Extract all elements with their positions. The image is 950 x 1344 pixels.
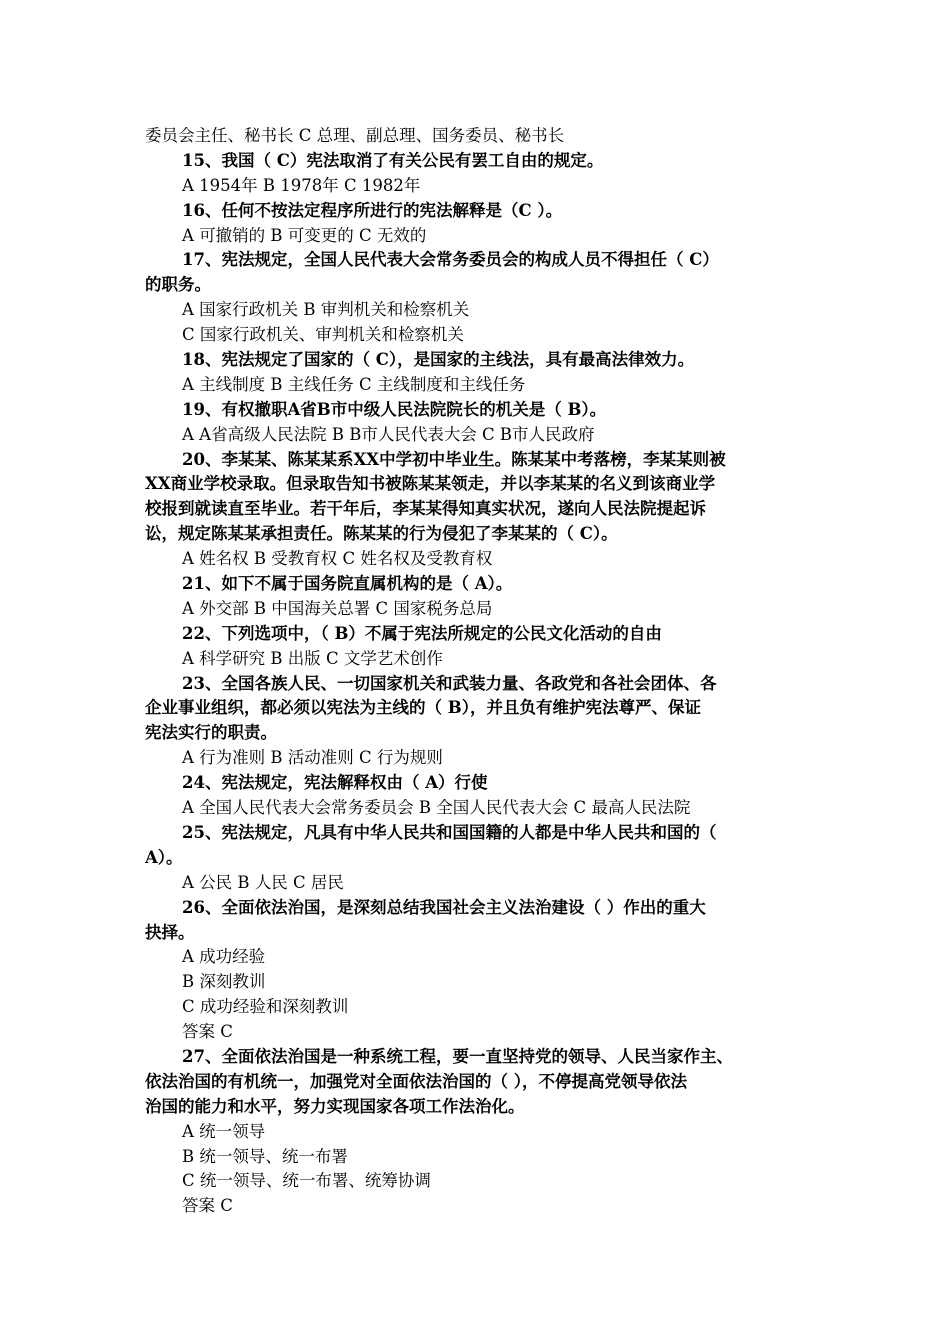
question-text-line: 依法治国的有机统一，加强党对全面依法治国的（ ），不停提高党领导依法 — [145, 1071, 687, 1091]
option-text-line: A 公民 B 人民 C 居民 — [182, 872, 344, 892]
question-text-line: 抉择。 — [145, 922, 195, 942]
question-text-line: A）。 — [145, 847, 183, 867]
question-text-line: 27、全面依法治国是一种系统工程，要一直坚持党的领导、人民当家作主、 — [182, 1046, 733, 1066]
option-text-line: A 全国人民代表大会常务委员会 B 全国人民代表大会 C 最高人民法院 — [182, 798, 691, 818]
question-text-line: 26、全面依法治国，是深刻总结我国社会主义法治建设（ ）作出的重大 — [182, 897, 706, 917]
option-text-line: A 行为准则 B 活动准则 C 行为规则 — [182, 748, 443, 768]
question-text-line: XX商业学校录取。但录取告知书被陈某某领走，并以李某某的名义到该商业学 — [145, 474, 716, 494]
option-text-line: B 深刻教训 — [182, 972, 266, 992]
question-text-line: 治国的能力和水平，努力实现国家各项工作法治化。 — [145, 1096, 525, 1116]
document-body — [145, 124, 815, 1219]
option-text-line: C 统一领导、统一布署、统筹协调 — [182, 1171, 431, 1191]
question-text-line: 24、宪法规定，宪法解释权由（ A）行使 — [182, 773, 488, 793]
question-text-line: 23、全国各族人民、一切国家机关和武装力量、各政党和各社会团体、各 — [182, 673, 717, 693]
question-text-line: 20、李某某、陈某某系XX中学初中毕业生。陈某某中考落榜，李某某则被 — [182, 449, 726, 469]
question-text-line: 讼，规定陈某某承担责任。陈某某的行为侵犯了李某某的（ C）。 — [145, 524, 618, 544]
option-text-line: 答案 C — [182, 1022, 233, 1042]
option-text-line: A 1954年 B 1978年 C 1982年 — [182, 175, 421, 195]
question-text-line: 22、下列选项中，（ B）不属于宪法所规定的公民文化活动的自由 — [182, 623, 662, 643]
question-text-line: 校报到就读直至毕业。若干年后，李某某得知真实状况，遂向人民法院提起诉 — [145, 499, 706, 519]
question-text-line: 的职务。 — [145, 275, 211, 295]
option-text-line: A 国家行政机关 B 审判机关和检察机关 — [182, 300, 470, 320]
question-text-line: 18、宪法规定了国家的（ C），是国家的主线法，具有最高法律效力。 — [182, 350, 695, 370]
question-text-line: 15、我国（ C）宪法取消了有关公民有罢工自由的规定。 — [182, 150, 604, 170]
option-text-line: A 姓名权 B 受教育权 C 姓名权及受教育权 — [182, 549, 493, 569]
question-text-line: 宪法实行的职责。 — [145, 723, 277, 743]
option-text-line: A 可撤销的 B 可变更的 C 无效的 — [182, 225, 427, 245]
question-text-line: 21、如下不属于国务院直属机构的是（ A）。 — [182, 574, 513, 594]
option-text-line: 答案 C — [182, 1196, 233, 1216]
question-text-line: 企业事业组织，都必须以宪法为主线的（ B），并且负有维护宪法尊严、保证 — [145, 698, 701, 718]
option-text-line: A 科学研究 B 出版 C 文学艺术创作 — [182, 648, 443, 668]
question-text-line: 16、任何不按法定程序所进行的宪法解释是（C ）。 — [182, 200, 563, 220]
option-text-line: A 主线制度 B 主线任务 C 主线制度和主线任务 — [182, 374, 526, 394]
question-text-line: 25、宪法规定，凡具有中华人民共和国国籍的人都是中华人民共和国的（ — [182, 822, 717, 842]
option-text-line: C 成功经验和深刻教训 — [182, 997, 349, 1017]
option-text-line: A 成功经验 — [182, 947, 266, 967]
option-text-line: A 外交部 B 中国海关总署 C 国家税务总局 — [182, 598, 493, 618]
option-text-line: B 统一领导、统一布署 — [182, 1146, 348, 1166]
option-text-line: A 统一领导 — [182, 1121, 266, 1141]
option-text-line: C 国家行政机关、审判机关和检察机关 — [182, 325, 464, 345]
question-text-line: 17、宪法规定，全国人民代表大会常务委员会的构成人员不得担任（ C） — [182, 250, 719, 270]
question-text-line: 19、有权撤职A省B市中级人民法院院长的机关是（ B）。 — [182, 399, 607, 419]
option-text-line: 委员会主任、秘书长 C 总理、副总理、国务委员、秘书长 — [145, 126, 565, 145]
option-text-line: A A省高级人民法院 B B市人民代表大会 C B市人民政府 — [182, 424, 595, 444]
